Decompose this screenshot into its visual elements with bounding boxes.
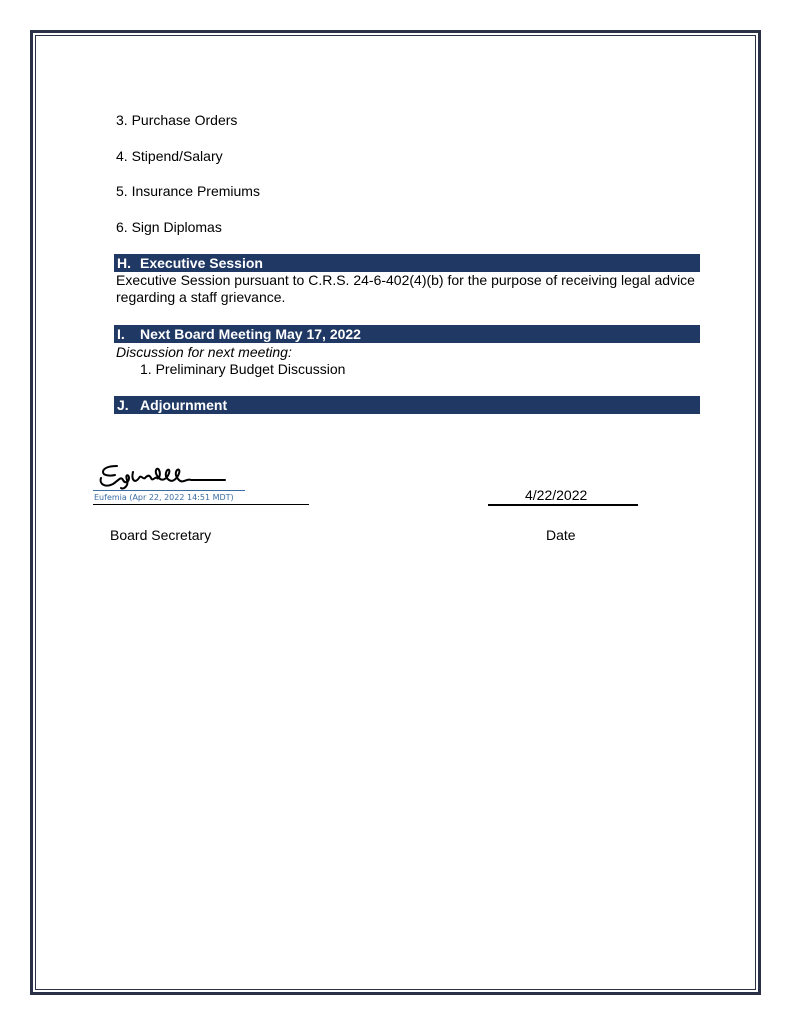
date-line bbox=[488, 504, 638, 506]
section-title: Next Board Meeting May 17, 2022 bbox=[140, 326, 361, 342]
date-caption: Date bbox=[546, 527, 576, 543]
next-meeting-subtitle: Discussion for next meeting: bbox=[116, 344, 292, 360]
signature-date: 4/22/2022 bbox=[525, 487, 588, 503]
section-title: Executive Session bbox=[140, 255, 263, 271]
executive-session-text: Executive Session pursuant to C.R.S. 24-6-402(4)(b) for the purpose of receiving legal advice regarding a staff grievance. bbox=[116, 272, 695, 305]
next-meeting-list-item: 1. Preliminary Budget Discussion bbox=[140, 361, 346, 377]
signature-timestamp: Eufemia (Apr 22, 2022 14:51 MDT) bbox=[94, 493, 234, 502]
section-header-executive-session bbox=[114, 254, 700, 272]
agenda-item-sign-diplomas: 6. Sign Diplomas bbox=[116, 219, 222, 235]
agenda-item-purchase-orders: 3. Purchase Orders bbox=[116, 112, 238, 128]
handwritten-signature bbox=[95, 458, 235, 492]
section-header-next-board-meeting bbox=[114, 325, 700, 343]
signature-stamp-underline bbox=[93, 490, 245, 491]
section-header-adjournment bbox=[114, 396, 700, 414]
page-border-inner bbox=[35, 35, 756, 990]
section-title: Adjournment bbox=[140, 397, 228, 413]
agenda-item-stipend-salary: 4. Stipend/Salary bbox=[116, 148, 223, 164]
section-letter: H. bbox=[117, 255, 131, 271]
agenda-item-insurance-premiums: 5. Insurance Premiums bbox=[116, 183, 260, 199]
section-letter: J. bbox=[117, 397, 129, 413]
board-secretary-caption: Board Secretary bbox=[110, 527, 212, 543]
signature-line bbox=[93, 504, 309, 505]
section-letter: I. bbox=[117, 326, 125, 342]
